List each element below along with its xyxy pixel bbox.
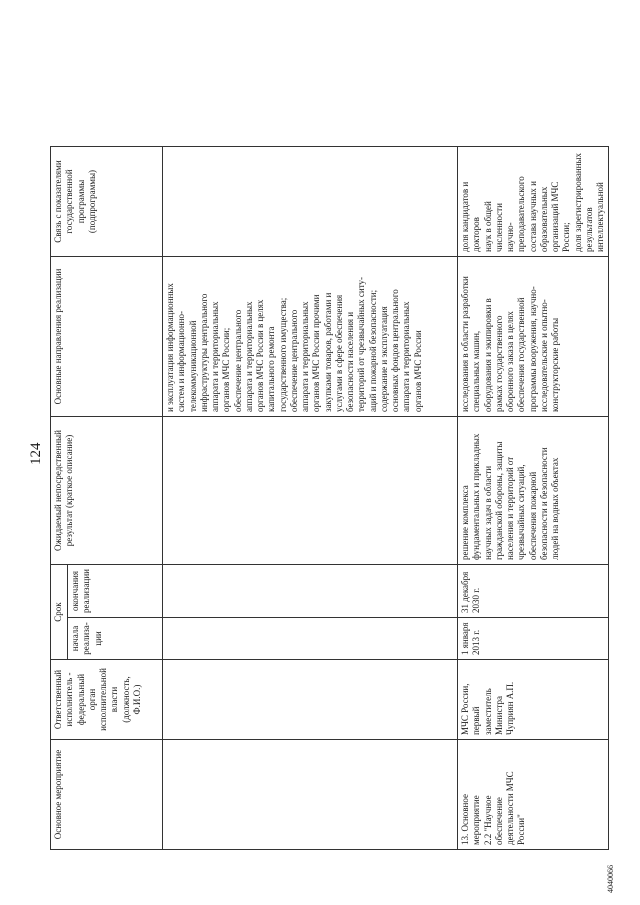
document-id: 4040066 — [606, 865, 615, 893]
table-row — [163, 147, 458, 850]
row2-result: решение комплекса фундаментальных и прикладных научных задач в области гражданской обороны, защиты населения и территорий от чрезвычайных ситуаций, обеспечения пожарной безопасности и безопасности людей на водных объектах — [458, 417, 609, 565]
row2-event-cell — [458, 740, 609, 850]
header-result: Ожидаемый непосредственный результат (краткое описание) — [51, 417, 163, 565]
row2-event: Основное мероприятие 2.2 "Научное обеспечение деятельности МЧС России" — [460, 771, 527, 845]
header-row-1 — [51, 147, 68, 850]
header-main-event: Основное мероприятие — [51, 740, 163, 850]
row1-event — [163, 740, 458, 850]
row1-executor — [163, 660, 458, 740]
row1-start — [163, 618, 458, 660]
row2-end: 31 декабря 2030 г. — [458, 565, 609, 618]
header-term: Срок — [51, 565, 68, 660]
row2-directions: исследования в области разработки специальных машин, оборудования и экипировки в рамках государственного оборонного заказа в целях обеспечения государственной программы вооружения, научно- исследовательские и опытно- конструкторские работы — [458, 257, 609, 417]
page-number: 124 — [28, 442, 44, 465]
row2-link: доля кандидатов и докторов наук в общей численности научно-преподавательского состава научных и образовательных организаций МЧС России; доля зарегистрированных результатов интеллектуальной — [458, 147, 609, 257]
row1-link — [163, 147, 458, 257]
header-link: Связь с показателями государственной программы (подпрограммы) — [51, 147, 163, 257]
row2-executor: МЧС России, первый заместитель Министра Чуприян А.П. — [458, 660, 609, 740]
header-executor: Ответственный исполнитель - федеральный орган исполнительной власти (должность, Ф.И.О.) — [51, 660, 163, 740]
row2-number: 13. — [460, 833, 470, 845]
program-table — [50, 146, 609, 850]
header-term-start: начала реализа-ции — [68, 618, 163, 660]
row1-result — [163, 417, 458, 565]
header-directions: Основные направления реализации — [51, 257, 163, 417]
row1-end — [163, 565, 458, 618]
row2-start: 1 января 2013 г. — [458, 618, 609, 660]
header-term-end: окончания реализации — [68, 565, 163, 618]
row1-directions: и эксплуатация информационных систем и информационно- телекоммуникационной инфраструктуры центрального аппарата и территориальных органов МЧС России; обеспечение центрального аппарата и территориальных органов МЧС России в целях капитального ремонта государственного имущества; обеспечение центрального аппарата и территориальных органов МЧС России прочими закупками товаров, работами и услугами в сфере обеспечения безопасности населения и территорий от чрезвычайных ситу- аций и пожарной безопасности; содержание и эксплуатация основных фондов центрального аппарата и территориальных органов МЧС России — [163, 257, 458, 417]
table-row — [458, 147, 609, 850]
